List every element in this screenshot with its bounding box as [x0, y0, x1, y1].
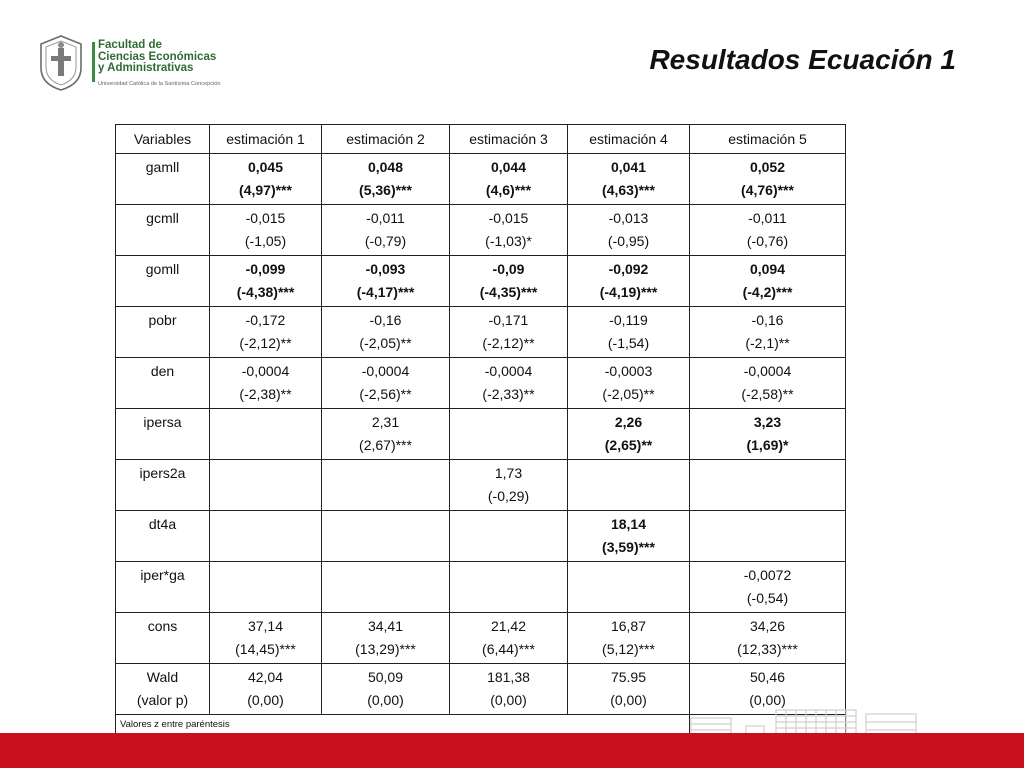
estimate-cell — [210, 460, 322, 511]
coefficient: 2,26 — [614, 414, 643, 430]
estimate-cell — [322, 562, 450, 613]
z-value: (4,97)*** — [239, 182, 292, 198]
coefficient: -0,0004 — [241, 363, 290, 379]
coefficient: 181,38 — [487, 669, 530, 685]
coefficient: -0,0004 — [361, 363, 410, 379]
z-value — [212, 536, 319, 559]
variable-subname — [118, 281, 207, 304]
z-value: (4,6)*** — [485, 182, 532, 198]
variable-cell — [116, 307, 210, 358]
coefficient — [692, 462, 843, 485]
z-value: (-4,17)*** — [356, 284, 415, 300]
variable-name: ipersa — [143, 414, 182, 430]
variable-name: dt4a — [148, 516, 177, 532]
variable-name: pobr — [148, 312, 177, 328]
university-name: Universidad Católica de la Santísima Concepción — [98, 81, 221, 87]
coefficient: -0,093 — [365, 261, 406, 277]
university-seal-icon — [36, 34, 86, 92]
z-value: (-0,54) — [746, 590, 789, 606]
z-value: (-1,05) — [244, 233, 287, 249]
variable-name: gamll — [145, 159, 180, 175]
coefficient: 1,73 — [494, 465, 523, 481]
estimate-cell — [568, 460, 690, 511]
estimate-cell — [322, 256, 450, 307]
coefficient: 42,04 — [247, 669, 284, 685]
z-value: (0,00) — [490, 692, 527, 708]
table-row — [116, 154, 846, 205]
z-value: (13,29)*** — [355, 641, 416, 657]
variable-name: gomll — [145, 261, 180, 277]
z-value: (-1,03)* — [485, 233, 532, 249]
coefficient: -0,171 — [488, 312, 529, 328]
coefficient: 50,09 — [367, 669, 404, 685]
z-value: (1,69)* — [746, 437, 789, 453]
coefficient: 21,42 — [490, 618, 527, 634]
variable-cell — [116, 256, 210, 307]
z-value — [452, 536, 565, 559]
table-row — [116, 358, 846, 409]
estimate-cell — [450, 613, 568, 664]
coefficient: -0,09 — [492, 261, 525, 277]
z-value: (-2,05)** — [359, 335, 412, 351]
z-value: (-2,33)** — [482, 386, 535, 402]
coefficient — [324, 513, 447, 536]
variable-name: den — [150, 363, 175, 379]
footer-bar — [0, 733, 1024, 768]
estimate-cell — [210, 409, 322, 460]
variable-cell — [116, 613, 210, 664]
header-cell: estimación 1 — [210, 125, 322, 154]
note-line: Valores z entre paréntesis — [120, 719, 230, 730]
table-body — [116, 154, 846, 715]
z-value: (-4,38)*** — [236, 284, 295, 300]
estimate-cell — [450, 358, 568, 409]
estimate-cell — [568, 358, 690, 409]
variable-subname — [118, 332, 207, 355]
variable-subname — [118, 638, 207, 661]
coefficient: 0,045 — [247, 159, 284, 175]
coefficient — [212, 513, 319, 536]
variable-subname — [118, 230, 207, 253]
z-value: (-4,19)*** — [599, 284, 658, 300]
slide-title: Resultados Ecuación 1 — [649, 44, 956, 75]
z-value — [212, 485, 319, 508]
z-value: (-2,38)** — [239, 386, 292, 402]
variable-cell — [116, 205, 210, 256]
z-value: (3,59)*** — [602, 539, 655, 555]
coefficient: 0,044 — [490, 159, 527, 175]
coefficient: -0,16 — [369, 312, 402, 328]
coefficient: -0,015 — [488, 210, 529, 226]
coefficient: 0,052 — [749, 159, 786, 175]
estimate-cell — [322, 613, 450, 664]
z-value: (12,33)*** — [737, 641, 798, 657]
logo-divider — [92, 42, 95, 82]
estimate-cell — [568, 205, 690, 256]
estimate-cell — [568, 409, 690, 460]
estimate-cell — [568, 256, 690, 307]
coefficient: -0,015 — [245, 210, 286, 226]
estimate-cell — [322, 154, 450, 205]
z-value: (5,12)*** — [602, 641, 655, 657]
estimate-cell — [322, 307, 450, 358]
coefficient — [212, 462, 319, 485]
variable-cell — [116, 664, 210, 715]
variable-cell — [116, 358, 210, 409]
variable-subname — [118, 179, 207, 202]
coefficient — [570, 564, 687, 587]
estimate-cell — [450, 511, 568, 562]
estimate-cell — [322, 460, 450, 511]
z-value: (-2,12)** — [482, 335, 535, 351]
estimate-cell — [210, 562, 322, 613]
z-value — [570, 587, 687, 610]
coefficient — [324, 564, 447, 587]
coefficient — [452, 564, 565, 587]
coefficient: 50,46 — [749, 669, 786, 685]
coefficient: 34,26 — [749, 618, 786, 634]
estimate-cell — [690, 460, 846, 511]
variable-name: iper*ga — [140, 567, 185, 583]
z-value: (-4,2)*** — [742, 284, 793, 300]
table-row — [116, 409, 846, 460]
variable-cell — [116, 562, 210, 613]
z-value: (-2,56)** — [359, 386, 412, 402]
variable-cell — [116, 409, 210, 460]
z-value: (2,67)*** — [359, 437, 412, 453]
estimate-cell — [450, 154, 568, 205]
estimate-cell — [210, 613, 322, 664]
z-value: (4,76)*** — [741, 182, 794, 198]
coefficient: 16,87 — [610, 618, 647, 634]
estimate-cell — [568, 307, 690, 358]
z-value: (6,44)*** — [482, 641, 535, 657]
variable-subname — [118, 383, 207, 406]
table-row — [116, 307, 846, 358]
z-value: (-2,05)** — [602, 386, 655, 402]
variable-cell — [116, 154, 210, 205]
estimate-cell — [450, 256, 568, 307]
z-value: (-2,58)** — [741, 386, 794, 402]
variable-subname — [118, 434, 207, 457]
table-row — [116, 511, 846, 562]
coefficient: 0,094 — [749, 261, 786, 277]
z-value: (-4,35)*** — [479, 284, 538, 300]
header-cell: Variables — [116, 125, 210, 154]
coefficient: -0,011 — [748, 210, 787, 226]
header-cell: estimación 3 — [450, 125, 568, 154]
z-value — [452, 434, 565, 457]
z-value — [324, 587, 447, 610]
z-value: (-0,29) — [487, 488, 530, 504]
z-value: (-0,95) — [607, 233, 650, 249]
estimate-cell — [450, 409, 568, 460]
table-row — [116, 562, 846, 613]
estimate-cell — [690, 613, 846, 664]
coefficient: 75.95 — [610, 669, 647, 685]
estimate-cell — [210, 256, 322, 307]
variable-cell — [116, 511, 210, 562]
z-value: (14,45)*** — [235, 641, 296, 657]
coefficient: -0,119 — [609, 312, 648, 328]
z-value: (0,00) — [749, 692, 786, 708]
z-value: (2,65)** — [604, 437, 653, 453]
coefficient — [570, 462, 687, 485]
coefficient: -0,099 — [245, 261, 286, 277]
z-value: (4,63)*** — [602, 182, 655, 198]
header-cell: estimación 4 — [568, 125, 690, 154]
estimate-cell — [322, 358, 450, 409]
coefficient: -0,0004 — [484, 363, 533, 379]
estimate-cell — [568, 511, 690, 562]
coefficient — [212, 411, 319, 434]
estimate-cell — [210, 307, 322, 358]
coefficient — [324, 462, 447, 485]
variable-subname — [118, 485, 207, 508]
variable-subname — [118, 587, 207, 610]
coefficient: 34,41 — [367, 618, 404, 634]
estimate-cell — [568, 154, 690, 205]
estimate-cell — [690, 256, 846, 307]
estimate-cell — [322, 205, 450, 256]
estimate-cell — [690, 205, 846, 256]
z-value — [212, 587, 319, 610]
z-value: (-1,54) — [607, 335, 650, 351]
coefficient: 18,14 — [610, 516, 647, 532]
z-value — [570, 485, 687, 508]
variable-name: Wald — [146, 669, 179, 685]
coefficient: -0,092 — [608, 261, 649, 277]
coefficient: 0,041 — [610, 159, 647, 175]
z-value: (0,00) — [247, 692, 284, 708]
coefficient: -0,011 — [366, 210, 405, 226]
estimate-cell — [210, 664, 322, 715]
table-row — [116, 613, 846, 664]
estimate-cell — [568, 562, 690, 613]
coefficient: -0,172 — [245, 312, 286, 328]
estimate-cell — [450, 460, 568, 511]
z-value — [692, 536, 843, 559]
estimate-cell — [690, 154, 846, 205]
estimate-cell — [568, 613, 690, 664]
variable-subname — [118, 536, 207, 559]
coefficient — [212, 564, 319, 587]
estimate-cell — [450, 205, 568, 256]
table-row — [116, 256, 846, 307]
z-value — [692, 485, 843, 508]
coefficient: 37,14 — [247, 618, 284, 634]
coefficient: -0,013 — [608, 210, 649, 226]
z-value — [324, 485, 447, 508]
estimate-cell — [210, 511, 322, 562]
coefficient — [452, 411, 565, 434]
estimate-cell — [322, 511, 450, 562]
variable-name: gcmll — [146, 210, 179, 226]
z-value: (-0,79) — [364, 233, 407, 249]
header-row — [116, 125, 846, 154]
z-value: (-0,76) — [746, 233, 789, 249]
coefficient — [452, 513, 565, 536]
coefficient: 3,23 — [753, 414, 782, 430]
table-row — [116, 460, 846, 511]
z-value — [452, 587, 565, 610]
variable-name: cons — [147, 618, 178, 634]
z-value: (0,00) — [610, 692, 647, 708]
coefficient: 2,31 — [371, 414, 400, 430]
estimate-cell — [450, 664, 568, 715]
z-value: (-2,12)** — [239, 335, 292, 351]
z-value: (0,00) — [367, 692, 404, 708]
estimate-cell — [690, 511, 846, 562]
coefficient: -0,0072 — [743, 567, 792, 583]
z-value — [212, 434, 319, 457]
header-cell: estimación 2 — [322, 125, 450, 154]
table-row — [116, 205, 846, 256]
estimate-cell — [210, 154, 322, 205]
z-value — [324, 536, 447, 559]
estimate-cell — [450, 562, 568, 613]
coefficient — [692, 513, 843, 536]
z-value: (5,36)*** — [359, 182, 412, 198]
estimate-cell — [450, 307, 568, 358]
coefficient: -0,0003 — [604, 363, 653, 379]
header-cell: estimación 5 — [690, 125, 846, 154]
estimate-cell — [690, 307, 846, 358]
coefficient: -0,16 — [751, 312, 784, 328]
variable-cell — [116, 460, 210, 511]
z-value: (-2,1)** — [745, 335, 790, 351]
variable-subname: (valor p) — [136, 692, 189, 708]
estimate-cell — [322, 409, 450, 460]
coefficient: 0,048 — [367, 159, 404, 175]
faculty-name: Facultad de Ciencias Económicas y Administrativas — [98, 39, 217, 74]
estimate-cell — [690, 409, 846, 460]
faculty-logo — [36, 34, 236, 98]
estimate-cell — [322, 664, 450, 715]
coefficient: -0,0004 — [743, 363, 792, 379]
results-table — [115, 124, 846, 750]
estimate-cell — [210, 205, 322, 256]
variable-name: ipers2a — [139, 465, 186, 481]
estimate-cell — [210, 358, 322, 409]
estimate-cell — [690, 358, 846, 409]
estimate-cell — [690, 562, 846, 613]
